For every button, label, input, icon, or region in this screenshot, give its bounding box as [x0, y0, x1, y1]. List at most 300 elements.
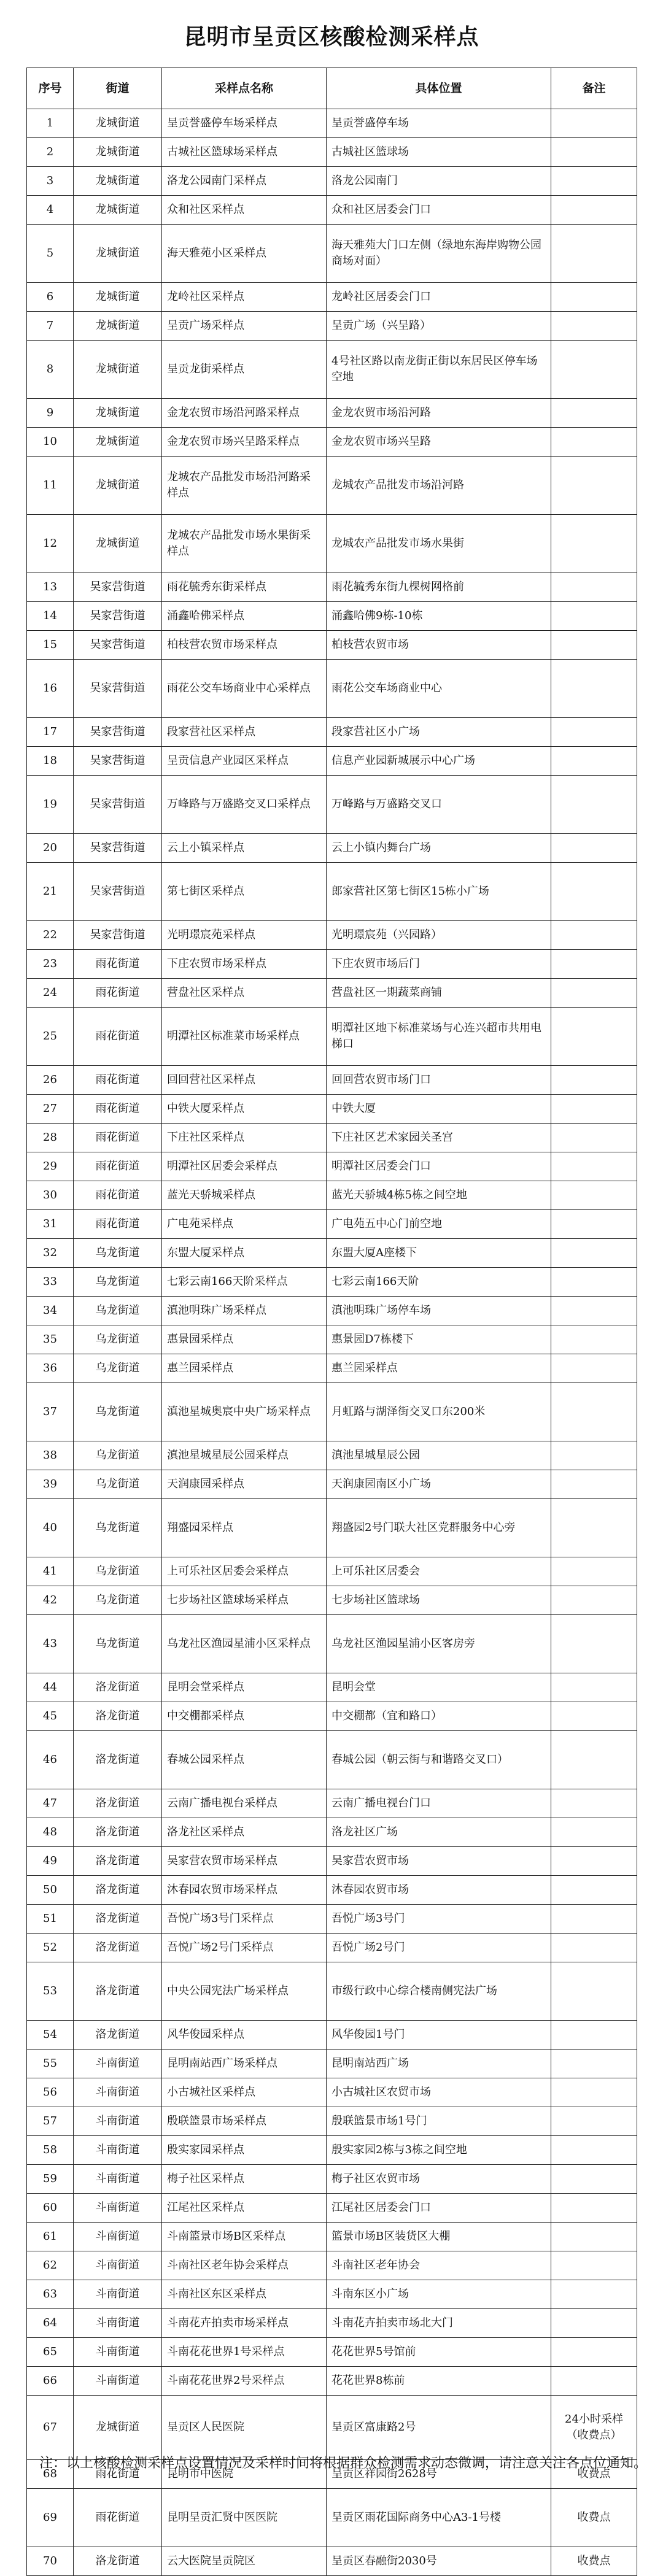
- cell-note: [551, 2136, 637, 2165]
- cell-street: 乌龙街道: [74, 1586, 162, 1615]
- cell-name: 斗南花花世界1号采样点: [162, 2338, 327, 2367]
- cell-location: 江尾社区居委会门口: [327, 2194, 551, 2223]
- cell-street: 雨花街道: [74, 1152, 162, 1181]
- cell-street: 乌龙街道: [74, 1325, 162, 1354]
- table-row: [27, 399, 637, 428]
- cell-name: 滇池明珠广场采样点: [162, 1297, 327, 1325]
- cell-name: 柏枝营农贸市场采样点: [162, 631, 327, 660]
- cell-name: 翔盛园采样点: [162, 1499, 327, 1557]
- cell-name: 涌鑫哈佛采样点: [162, 602, 327, 631]
- cell-name: 光明璟宸苑采样点: [162, 921, 327, 950]
- header-note: 备注: [551, 68, 637, 109]
- cell-location: 沐春园农贸市场: [327, 1876, 551, 1905]
- table-row: [27, 1297, 637, 1325]
- cell-note: [551, 660, 637, 718]
- table-row: [27, 1586, 637, 1615]
- cell-name: 吴家营农贸市场采样点: [162, 1847, 327, 1876]
- cell-no: 60: [27, 2194, 74, 2223]
- table-row: [27, 2396, 637, 2460]
- cell-location: 篮景市场B区装货区大棚: [327, 2223, 551, 2251]
- cell-name: 中央公园宪法广场采样点: [162, 1962, 327, 2021]
- cell-note: [551, 776, 637, 834]
- table-row: [27, 1441, 637, 1470]
- cell-no: 26: [27, 1066, 74, 1095]
- table-row: [27, 341, 637, 399]
- sampling-points-table: [26, 67, 637, 2576]
- cell-street: 龙城街道: [74, 196, 162, 225]
- table-row: [27, 1557, 637, 1586]
- cell-no: 55: [27, 2050, 74, 2078]
- cell-location: 七步场社区篮球场: [327, 1586, 551, 1615]
- cell-street: 乌龙街道: [74, 1239, 162, 1268]
- cell-street: 雨花街道: [74, 1181, 162, 1210]
- cell-no: 67: [27, 2396, 74, 2460]
- cell-note: [551, 979, 637, 1008]
- cell-note: [551, 1441, 637, 1470]
- cell-street: 龙城街道: [74, 428, 162, 457]
- table-row: [27, 2078, 637, 2107]
- cell-name: 营盘社区采样点: [162, 979, 327, 1008]
- cell-name: 斗南花卉拍卖市场采样点: [162, 2309, 327, 2338]
- cell-street: 龙城街道: [74, 138, 162, 167]
- cell-note: [551, 167, 637, 196]
- cell-location: 吴家营农贸市场: [327, 1847, 551, 1876]
- cell-note: [551, 1325, 637, 1354]
- cell-street: 雨花街道: [74, 1095, 162, 1124]
- cell-location: 呈贡广场（兴呈路）: [327, 312, 551, 341]
- table-body: [27, 109, 637, 2576]
- cell-location: 古城社区篮球场: [327, 138, 551, 167]
- cell-location: 金龙农贸市场沿河路: [327, 399, 551, 428]
- cell-location: 吾悦广场2号门: [327, 1934, 551, 1962]
- cell-no: 48: [27, 1818, 74, 1847]
- cell-note: [551, 1297, 637, 1325]
- cell-no: 59: [27, 2165, 74, 2194]
- table-row: [27, 109, 637, 138]
- table-row: [27, 863, 637, 921]
- cell-no: 70: [27, 2547, 74, 2576]
- cell-name: 昆明市中医院: [162, 2460, 327, 2489]
- cell-no: 44: [27, 1673, 74, 1702]
- table-row: [27, 1210, 637, 1239]
- cell-location: 天润康园南区小广场: [327, 1470, 551, 1499]
- cell-street: 乌龙街道: [74, 1557, 162, 1586]
- cell-name: 段家营社区采样点: [162, 718, 327, 747]
- cell-no: 37: [27, 1383, 74, 1441]
- cell-location: 呈贡誉盛停车场: [327, 109, 551, 138]
- cell-note: [551, 1499, 637, 1557]
- cell-no: 61: [27, 2223, 74, 2251]
- cell-street: 雨花街道: [74, 1210, 162, 1239]
- cell-note: [551, 1239, 637, 1268]
- table-row: [27, 1325, 637, 1354]
- cell-location: 滇池星城星辰公园: [327, 1441, 551, 1470]
- cell-location: 广电苑五中心门前空地: [327, 1210, 551, 1239]
- cell-name: 雨花公交车场商业中心采样点: [162, 660, 327, 718]
- cell-note: [551, 1152, 637, 1181]
- cell-no: 8: [27, 341, 74, 399]
- cell-note: 收费点: [551, 2460, 637, 2489]
- cell-note: 收费点: [551, 2489, 637, 2547]
- cell-name: 七彩云南166天阶采样点: [162, 1268, 327, 1297]
- cell-street: 洛龙街道: [74, 1702, 162, 1731]
- table-row: [27, 1962, 637, 2021]
- cell-location: 斗南东区小广场: [327, 2280, 551, 2309]
- cell-no: 54: [27, 2021, 74, 2050]
- cell-street: 吴家营街道: [74, 863, 162, 921]
- table-row: [27, 1066, 637, 1095]
- cell-note: [551, 225, 637, 283]
- cell-name: 昆明呈贡汇贤中医医院: [162, 2489, 327, 2547]
- cell-street: 乌龙街道: [74, 1268, 162, 1297]
- cell-no: 53: [27, 1962, 74, 2021]
- cell-note: [551, 1383, 637, 1441]
- cell-note: [551, 138, 637, 167]
- table-row: [27, 950, 637, 979]
- cell-street: 吴家营街道: [74, 631, 162, 660]
- table-row: [27, 1876, 637, 1905]
- table-row: [27, 225, 637, 283]
- table-row: [27, 2251, 637, 2280]
- table-row: [27, 1499, 637, 1557]
- cell-note: [551, 109, 637, 138]
- table-row: [27, 138, 637, 167]
- cell-name: 蓝光天骄城采样点: [162, 1181, 327, 1210]
- cell-no: 15: [27, 631, 74, 660]
- cell-location: 中交棚都（宜和路口）: [327, 1702, 551, 1731]
- table-row: [27, 1181, 637, 1210]
- cell-street: 洛龙街道: [74, 2021, 162, 2050]
- cell-location: 洛龙社区广场: [327, 1818, 551, 1847]
- cell-street: 雨花街道: [74, 2460, 162, 2489]
- cell-note: [551, 718, 637, 747]
- table-row: [27, 1934, 637, 1962]
- cell-location: 月虹路与湖泽街交叉口东200米: [327, 1383, 551, 1441]
- cell-location: 明潭社区地下标准菜场与心连兴超市共用电梯口: [327, 1008, 551, 1066]
- cell-location: 中铁大厦: [327, 1095, 551, 1124]
- cell-street: 斗南街道: [74, 2194, 162, 2223]
- cell-name: 龙岭社区采样点: [162, 283, 327, 312]
- header-location: 具体位置: [327, 68, 551, 109]
- cell-street: 斗南街道: [74, 2338, 162, 2367]
- cell-location: 下庄农贸市场后门: [327, 950, 551, 979]
- cell-location: 龙岭社区居委会门口: [327, 283, 551, 312]
- cell-name: 春城公园采样点: [162, 1731, 327, 1789]
- cell-name: 呈贡广场采样点: [162, 312, 327, 341]
- cell-no: 33: [27, 1268, 74, 1297]
- cell-name: 风华俊园采样点: [162, 2021, 327, 2050]
- cell-no: 68: [27, 2460, 74, 2489]
- cell-name: 上可乐社区居委会采样点: [162, 1557, 327, 1586]
- cell-name: 云大医院呈贡院区: [162, 2547, 327, 2576]
- cell-street: 洛龙街道: [74, 1962, 162, 2021]
- cell-name: 殷联篮景市场采样点: [162, 2107, 327, 2136]
- cell-street: 龙城街道: [74, 283, 162, 312]
- cell-street: 乌龙街道: [74, 1470, 162, 1499]
- cell-street: 洛龙街道: [74, 1934, 162, 1962]
- cell-name: 天润康园采样点: [162, 1470, 327, 1499]
- cell-street: 龙城街道: [74, 341, 162, 399]
- table-row: [27, 2489, 637, 2547]
- cell-note: [551, 2367, 637, 2396]
- cell-note: [551, 1586, 637, 1615]
- cell-no: 9: [27, 399, 74, 428]
- cell-no: 62: [27, 2251, 74, 2280]
- cell-name: 呈贡信息产业园区采样点: [162, 747, 327, 776]
- cell-no: 16: [27, 660, 74, 718]
- cell-name: 斗南社区老年协会采样点: [162, 2251, 327, 2280]
- cell-street: 龙城街道: [74, 399, 162, 428]
- table-row: [27, 2547, 637, 2576]
- cell-name: 小古城社区采样点: [162, 2078, 327, 2107]
- cell-location: 金龙农贸市场兴呈路: [327, 428, 551, 457]
- cell-name: 龙城农产品批发市场沿河路采样点: [162, 457, 327, 515]
- cell-name: 万峰路与万盛路交叉口采样点: [162, 776, 327, 834]
- cell-name: 滇池星城奥宸中央广场采样点: [162, 1383, 327, 1441]
- cell-note: [551, 602, 637, 631]
- cell-no: 13: [27, 573, 74, 602]
- cell-no: 25: [27, 1008, 74, 1066]
- cell-location: 春城公园（朝云街与和谐路交叉口）: [327, 1731, 551, 1789]
- cell-no: 23: [27, 950, 74, 979]
- table-row: [27, 2367, 637, 2396]
- cell-location: 上可乐社区居委会: [327, 1557, 551, 1586]
- cell-location: 龙城农产品批发市场沿河路: [327, 457, 551, 515]
- cell-street: 斗南街道: [74, 2280, 162, 2309]
- cell-no: 43: [27, 1615, 74, 1673]
- cell-street: 斗南街道: [74, 2136, 162, 2165]
- cell-note: [551, 1124, 637, 1152]
- cell-location: 龙城农产品批发市场水果街: [327, 515, 551, 573]
- cell-no: 28: [27, 1124, 74, 1152]
- cell-note: [551, 312, 637, 341]
- table-row: [27, 1702, 637, 1731]
- cell-location: 光明璟宸苑（兴园路）: [327, 921, 551, 950]
- cell-street: 吴家营街道: [74, 776, 162, 834]
- table-row: [27, 1124, 637, 1152]
- cell-street: 龙城街道: [74, 167, 162, 196]
- cell-note: [551, 2078, 637, 2107]
- cell-street: 雨花街道: [74, 2489, 162, 2547]
- cell-street: 斗南街道: [74, 2165, 162, 2194]
- cell-location: 翔盛园2号门联大社区党群服务中心旁: [327, 1499, 551, 1557]
- cell-street: 乌龙街道: [74, 1383, 162, 1441]
- cell-location: 惠景园D7栋楼下: [327, 1325, 551, 1354]
- cell-name: 吾悦广场2号门采样点: [162, 1934, 327, 1962]
- cell-no: 19: [27, 776, 74, 834]
- cell-location: 信息产业园新城展示中心广场: [327, 747, 551, 776]
- table-row: [27, 515, 637, 573]
- footnote: 注：以上核酸检测采样点设置情况及采样时间将根据群众检测需求动态微调，请注意关注各点位通知。: [39, 2456, 648, 2471]
- cell-street: 洛龙街道: [74, 1876, 162, 1905]
- cell-no: 56: [27, 2078, 74, 2107]
- cell-no: 58: [27, 2136, 74, 2165]
- cell-no: 27: [27, 1095, 74, 1124]
- cell-location: 海天雅苑大门口左侧（绿地东海岸购物公园商场对面）: [327, 225, 551, 283]
- cell-no: 12: [27, 515, 74, 573]
- cell-note: [551, 1731, 637, 1789]
- cell-note: [551, 1470, 637, 1499]
- cell-name: 第七街区采样点: [162, 863, 327, 921]
- cell-location: 郎家营社区第七街区15栋小广场: [327, 863, 551, 921]
- cell-note: [551, 1181, 637, 1210]
- cell-name: 海天雅苑小区采样点: [162, 225, 327, 283]
- table-row: [27, 1354, 637, 1383]
- table-row: [27, 312, 637, 341]
- cell-street: 斗南街道: [74, 2309, 162, 2338]
- cell-note: [551, 1962, 637, 2021]
- cell-street: 吴家营街道: [74, 747, 162, 776]
- cell-street: 洛龙街道: [74, 1905, 162, 1934]
- table-row: [27, 573, 637, 602]
- table-row: [27, 834, 637, 863]
- cell-no: 34: [27, 1297, 74, 1325]
- cell-no: 41: [27, 1557, 74, 1586]
- header-street: 街道: [74, 68, 162, 109]
- cell-location: 呈贡区富康路2号: [327, 2396, 551, 2460]
- cell-name: 明潭社区标准菜市场采样点: [162, 1008, 327, 1066]
- cell-no: 65: [27, 2338, 74, 2367]
- cell-name: 下庄农贸市场采样点: [162, 950, 327, 979]
- cell-street: 乌龙街道: [74, 1441, 162, 1470]
- cell-name: 云南广播电视台采样点: [162, 1789, 327, 1818]
- cell-street: 吴家营街道: [74, 573, 162, 602]
- cell-name: 乌龙社区渔园星浦小区采样点: [162, 1615, 327, 1673]
- cell-no: 30: [27, 1181, 74, 1210]
- cell-location: 雨花公交车场商业中心: [327, 660, 551, 718]
- cell-street: 乌龙街道: [74, 1297, 162, 1325]
- cell-name: 洛龙社区采样点: [162, 1818, 327, 1847]
- cell-street: 斗南街道: [74, 2223, 162, 2251]
- cell-no: 46: [27, 1731, 74, 1789]
- cell-name: 呈贡龙街采样点: [162, 341, 327, 399]
- header-no: 序号: [27, 68, 74, 109]
- cell-street: 吴家营街道: [74, 921, 162, 950]
- cell-name: 斗南社区东区采样点: [162, 2280, 327, 2309]
- cell-note: [551, 1354, 637, 1383]
- table-row: [27, 457, 637, 515]
- cell-street: 龙城街道: [74, 457, 162, 515]
- cell-name: 昆明会堂采样点: [162, 1673, 327, 1702]
- cell-note: [551, 863, 637, 921]
- cell-name: 东盟大厦采样点: [162, 1239, 327, 1268]
- cell-location: 滇池明珠广场停车场: [327, 1297, 551, 1325]
- cell-location: 云南广播电视台门口: [327, 1789, 551, 1818]
- cell-note: [551, 283, 637, 312]
- cell-street: 吴家营街道: [74, 602, 162, 631]
- table-row: [27, 428, 637, 457]
- table-row: [27, 2050, 637, 2078]
- cell-no: 6: [27, 283, 74, 312]
- cell-street: 龙城街道: [74, 515, 162, 573]
- cell-note: [551, 921, 637, 950]
- cell-no: 10: [27, 428, 74, 457]
- cell-note: [551, 457, 637, 515]
- cell-street: 乌龙街道: [74, 1615, 162, 1673]
- cell-location: 斗南社区老年协会: [327, 2251, 551, 2280]
- cell-street: 乌龙街道: [74, 1354, 162, 1383]
- table-row: [27, 2309, 637, 2338]
- table-row: [27, 747, 637, 776]
- cell-no: 38: [27, 1441, 74, 1470]
- cell-note: [551, 2223, 637, 2251]
- table-row: [27, 2280, 637, 2309]
- cell-street: 斗南街道: [74, 2367, 162, 2396]
- table-row: [27, 1789, 637, 1818]
- table-row: [27, 1268, 637, 1297]
- cell-name: 吾悦广场3号门采样点: [162, 1905, 327, 1934]
- cell-location: 下庄社区艺术家园关圣宫: [327, 1124, 551, 1152]
- table-row: [27, 718, 637, 747]
- cell-location: 回回营农贸市场门口: [327, 1066, 551, 1095]
- cell-location: 乌龙社区渔园星浦小区客房旁: [327, 1615, 551, 1673]
- cell-no: 21: [27, 863, 74, 921]
- cell-note: [551, 747, 637, 776]
- table-row: [27, 283, 637, 312]
- table-row: [27, 2021, 637, 2050]
- cell-note: [551, 950, 637, 979]
- cell-name: 云上小镇采样点: [162, 834, 327, 863]
- cell-location: 蓝光天骄城4栋5栋之间空地: [327, 1181, 551, 1210]
- table-row: [27, 660, 637, 718]
- cell-name: 下庄社区采样点: [162, 1124, 327, 1152]
- cell-location: 云上小镇内舞台广场: [327, 834, 551, 863]
- cell-location: 风华俊园1号门: [327, 2021, 551, 2050]
- cell-name: 殷实家园采样点: [162, 2136, 327, 2165]
- cell-street: 吴家营街道: [74, 834, 162, 863]
- cell-note: [551, 2338, 637, 2367]
- cell-no: 18: [27, 747, 74, 776]
- cell-no: 20: [27, 834, 74, 863]
- cell-note: [551, 1557, 637, 1586]
- cell-street: 洛龙街道: [74, 1789, 162, 1818]
- cell-street: 龙城街道: [74, 225, 162, 283]
- cell-name: 沐春园农贸市场采样点: [162, 1876, 327, 1905]
- cell-no: 22: [27, 921, 74, 950]
- cell-no: 42: [27, 1586, 74, 1615]
- cell-street: 雨花街道: [74, 1124, 162, 1152]
- cell-street: 斗南街道: [74, 2251, 162, 2280]
- cell-street: 洛龙街道: [74, 2547, 162, 2576]
- cell-note: [551, 1847, 637, 1876]
- table-row: [27, 921, 637, 950]
- cell-location: 小古城社区农贸市场: [327, 2078, 551, 2107]
- cell-no: 17: [27, 718, 74, 747]
- cell-name: 金龙农贸市场沿河路采样点: [162, 399, 327, 428]
- cell-note: [551, 1095, 637, 1124]
- cell-note: [551, 515, 637, 573]
- table-row: [27, 1731, 637, 1789]
- cell-no: 31: [27, 1210, 74, 1239]
- table-row: [27, 1905, 637, 1934]
- cell-location: 洛龙公园南门: [327, 167, 551, 196]
- cell-street: 洛龙街道: [74, 1731, 162, 1789]
- cell-note: [551, 2021, 637, 2050]
- cell-name: 洛龙公园南门采样点: [162, 167, 327, 196]
- cell-note: [551, 1210, 637, 1239]
- cell-no: 49: [27, 1847, 74, 1876]
- cell-note: [551, 2050, 637, 2078]
- cell-street: 洛龙街道: [74, 1818, 162, 1847]
- cell-note: [551, 631, 637, 660]
- cell-no: 5: [27, 225, 74, 283]
- cell-note: [551, 2107, 637, 2136]
- cell-no: 47: [27, 1789, 74, 1818]
- cell-note: [551, 1934, 637, 1962]
- cell-note: [551, 1702, 637, 1731]
- table-row: [27, 1615, 637, 1673]
- cell-location: 市级行政中心综合楼南侧宪法广场: [327, 1962, 551, 2021]
